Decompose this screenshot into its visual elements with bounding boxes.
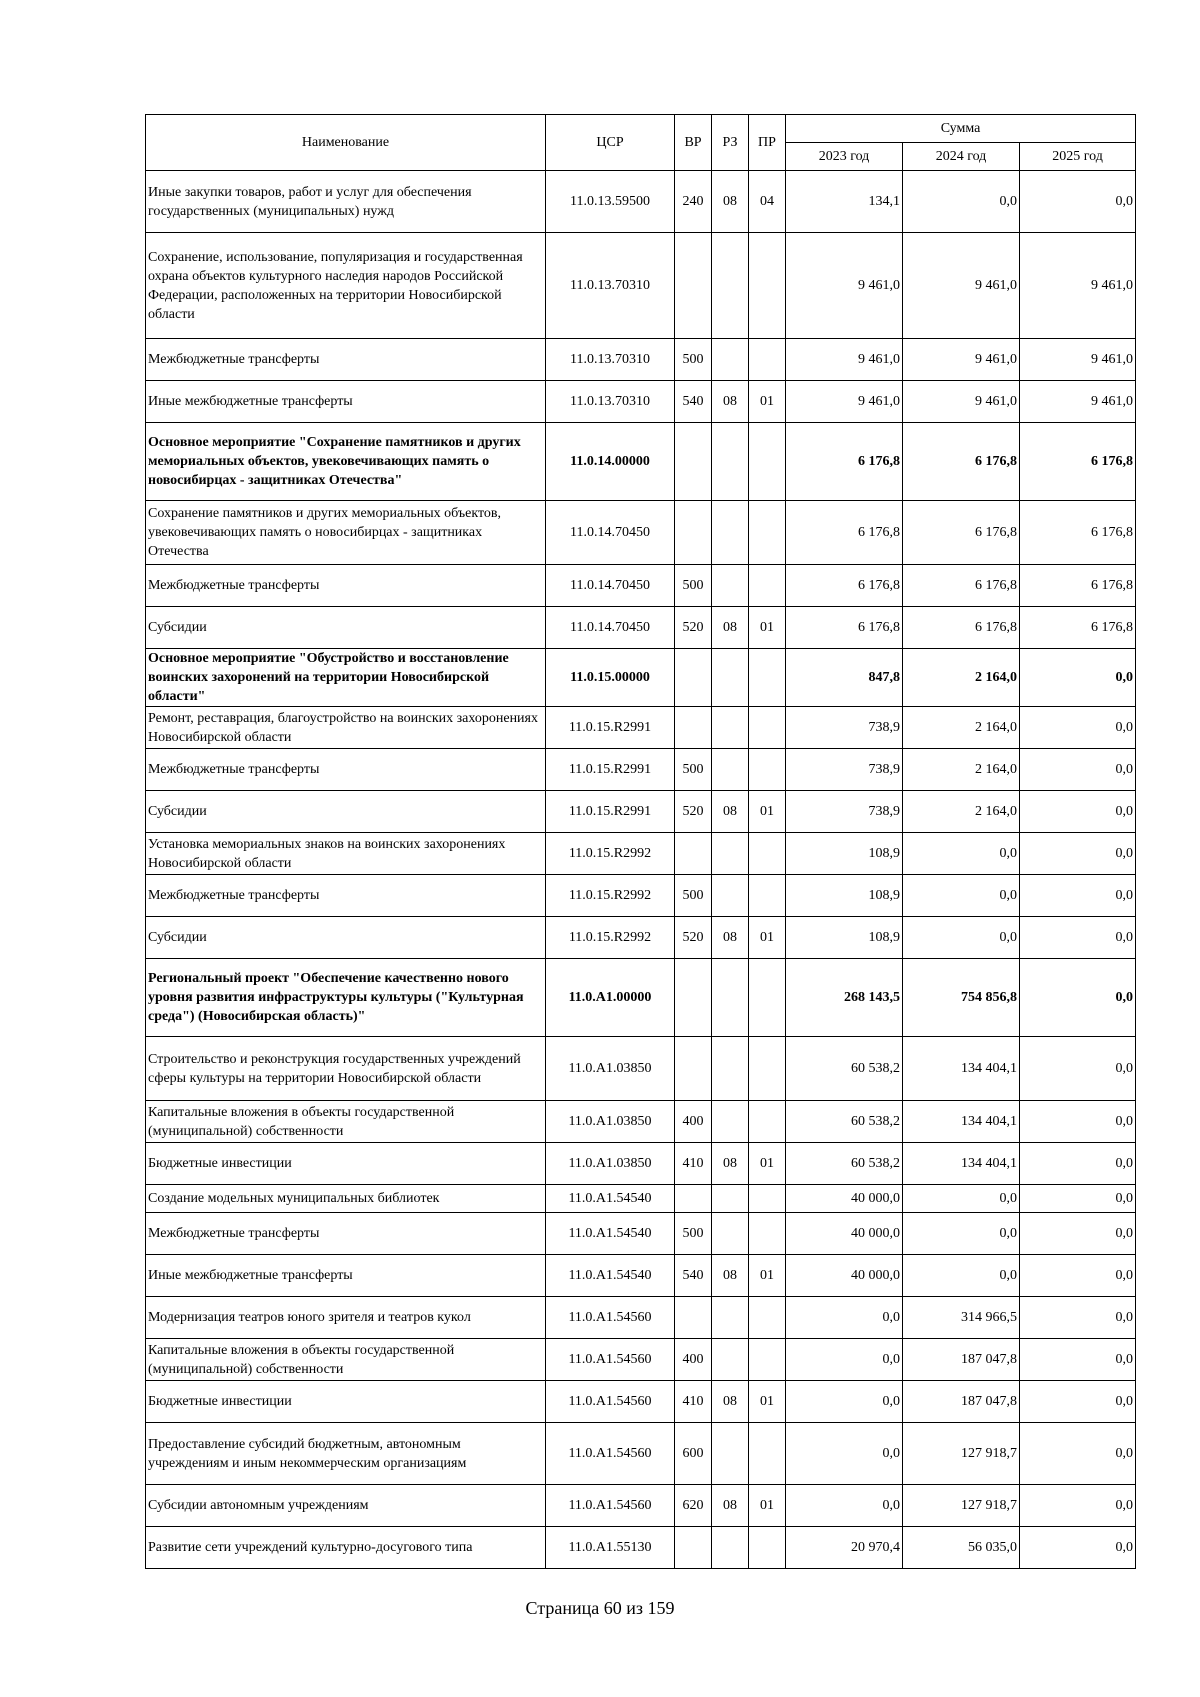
row-sum-2023: 9 461,0 xyxy=(786,339,903,381)
row-sum-2024: 6 176,8 xyxy=(903,501,1020,565)
row-sum-2024: 0,0 xyxy=(903,1255,1020,1297)
row-pr xyxy=(749,1423,786,1485)
row-vr xyxy=(675,1037,712,1101)
row-vr: 520 xyxy=(675,917,712,959)
row-rz xyxy=(712,707,749,749)
row-sum-2023: 60 538,2 xyxy=(786,1037,903,1101)
table-row xyxy=(146,875,1136,917)
row-rz xyxy=(712,1297,749,1339)
row-vr xyxy=(675,649,712,707)
row-csr: 11.0.14.70450 xyxy=(546,607,675,649)
row-sum-2025: 9 461,0 xyxy=(1020,381,1136,423)
row-name: Межбюджетные трансферты xyxy=(146,565,546,607)
row-pr xyxy=(749,649,786,707)
row-pr xyxy=(749,1297,786,1339)
row-sum-2024: 0,0 xyxy=(903,1185,1020,1213)
row-vr: 410 xyxy=(675,1143,712,1185)
row-sum-2024: 134 404,1 xyxy=(903,1037,1020,1101)
row-name: Бюджетные инвестиции xyxy=(146,1381,546,1423)
row-name: Иные межбюджетные трансферты xyxy=(146,381,546,423)
table-row xyxy=(146,339,1136,381)
row-sum-2023: 108,9 xyxy=(786,875,903,917)
row-sum-2023: 738,9 xyxy=(786,707,903,749)
row-sum-2023: 60 538,2 xyxy=(786,1101,903,1143)
row-vr: 540 xyxy=(675,381,712,423)
row-rz: 08 xyxy=(712,917,749,959)
row-pr xyxy=(749,1101,786,1143)
row-csr: 11.0.14.00000 xyxy=(546,423,675,501)
table-row xyxy=(146,381,1136,423)
row-pr: 01 xyxy=(749,1255,786,1297)
row-pr xyxy=(749,565,786,607)
row-rz xyxy=(712,1213,749,1255)
row-csr: 11.0.A1.03850 xyxy=(546,1143,675,1185)
row-pr xyxy=(749,233,786,339)
row-vr xyxy=(675,423,712,501)
row-csr: 11.0.A1.54560 xyxy=(546,1423,675,1485)
row-rz xyxy=(712,959,749,1037)
row-sum-2023: 6 176,8 xyxy=(786,423,903,501)
row-name: Ремонт, реставрация, благоустройство на воинских захоронениях Новосибирской области xyxy=(146,707,546,749)
row-sum-2024: 2 164,0 xyxy=(903,749,1020,791)
row-sum-2024: 6 176,8 xyxy=(903,423,1020,501)
row-sum-2024: 2 164,0 xyxy=(903,649,1020,707)
row-sum-2023: 40 000,0 xyxy=(786,1255,903,1297)
row-name: Основное мероприятие "Обустройство и восстановление воинских захоронений на территории Новосибирской области" xyxy=(146,649,546,707)
row-pr xyxy=(749,1037,786,1101)
row-sum-2023: 847,8 xyxy=(786,649,903,707)
row-vr: 400 xyxy=(675,1339,712,1381)
table-row xyxy=(146,1143,1136,1185)
row-sum-2024: 314 966,5 xyxy=(903,1297,1020,1339)
row-vr: 500 xyxy=(675,749,712,791)
row-sum-2023: 134,1 xyxy=(786,171,903,233)
row-rz: 08 xyxy=(712,171,749,233)
row-csr: 11.0.15.R2991 xyxy=(546,707,675,749)
row-sum-2025: 0,0 xyxy=(1020,1101,1136,1143)
row-sum-2023: 108,9 xyxy=(786,833,903,875)
row-vr: 540 xyxy=(675,1255,712,1297)
row-name: Основное мероприятие "Сохранение памятников и других мемориальных объектов, увековечивающих память о новосибирцах - защитниках Отечества" xyxy=(146,423,546,501)
row-sum-2023: 0,0 xyxy=(786,1339,903,1381)
row-sum-2023: 6 176,8 xyxy=(786,607,903,649)
row-sum-2023: 738,9 xyxy=(786,749,903,791)
row-sum-2024: 134 404,1 xyxy=(903,1143,1020,1185)
row-vr xyxy=(675,1527,712,1569)
row-rz xyxy=(712,233,749,339)
row-rz xyxy=(712,1527,749,1569)
row-sum-2025: 0,0 xyxy=(1020,171,1136,233)
row-vr: 500 xyxy=(675,339,712,381)
row-sum-2023: 0,0 xyxy=(786,1423,903,1485)
row-vr xyxy=(675,1185,712,1213)
row-csr: 11.0.15.R2991 xyxy=(546,791,675,833)
row-sum-2025: 9 461,0 xyxy=(1020,233,1136,339)
row-name: Капитальные вложения в объекты государственной (муниципальной) собственности xyxy=(146,1339,546,1381)
row-name: Субсидии автономным учреждениям xyxy=(146,1485,546,1527)
row-sum-2024: 0,0 xyxy=(903,917,1020,959)
row-rz xyxy=(712,1101,749,1143)
table-row xyxy=(146,423,1136,501)
row-sum-2024: 56 035,0 xyxy=(903,1527,1020,1569)
row-vr: 400 xyxy=(675,1101,712,1143)
table-row xyxy=(146,833,1136,875)
row-pr: 01 xyxy=(749,381,786,423)
row-pr: 01 xyxy=(749,1485,786,1527)
row-pr xyxy=(749,875,786,917)
row-rz xyxy=(712,649,749,707)
row-sum-2024: 2 164,0 xyxy=(903,707,1020,749)
row-csr: 11.0.13.70310 xyxy=(546,381,675,423)
row-pr xyxy=(749,501,786,565)
row-name: Развитие сети учреждений культурно-досугового типа xyxy=(146,1527,546,1569)
row-name: Межбюджетные трансферты xyxy=(146,339,546,381)
row-rz xyxy=(712,749,749,791)
header-csr: ЦСР xyxy=(546,115,675,171)
row-rz: 08 xyxy=(712,381,749,423)
row-vr: 500 xyxy=(675,1213,712,1255)
row-sum-2025: 0,0 xyxy=(1020,917,1136,959)
row-csr: 11.0.A1.54560 xyxy=(546,1339,675,1381)
row-vr: 600 xyxy=(675,1423,712,1485)
row-sum-2025: 0,0 xyxy=(1020,749,1136,791)
row-sum-2023: 0,0 xyxy=(786,1381,903,1423)
row-pr: 01 xyxy=(749,1143,786,1185)
row-pr xyxy=(749,423,786,501)
row-name: Региональный проект "Обеспечение качественно нового уровня развития инфраструктуры культуры ("Культурная среда") (Новосибирская область)" xyxy=(146,959,546,1037)
row-rz: 08 xyxy=(712,791,749,833)
row-sum-2025: 6 176,8 xyxy=(1020,607,1136,649)
row-sum-2023: 6 176,8 xyxy=(786,501,903,565)
row-sum-2023: 40 000,0 xyxy=(786,1213,903,1255)
row-sum-2025: 6 176,8 xyxy=(1020,423,1136,501)
row-name: Межбюджетные трансферты xyxy=(146,1213,546,1255)
row-rz xyxy=(712,833,749,875)
row-name: Иные закупки товаров, работ и услуг для обеспечения государственных (муниципальных) нужд xyxy=(146,171,546,233)
row-sum-2025: 0,0 xyxy=(1020,1423,1136,1485)
row-name: Межбюджетные трансферты xyxy=(146,749,546,791)
header-name: Наименование xyxy=(146,115,546,171)
table-row xyxy=(146,1381,1136,1423)
row-csr: 11.0.14.70450 xyxy=(546,565,675,607)
row-pr xyxy=(749,833,786,875)
row-sum-2025: 0,0 xyxy=(1020,959,1136,1037)
table-row xyxy=(146,565,1136,607)
row-sum-2025: 0,0 xyxy=(1020,1037,1136,1101)
header-2024: 2024 год xyxy=(903,143,1020,171)
row-pr: 04 xyxy=(749,171,786,233)
row-csr: 11.0.A1.54560 xyxy=(546,1381,675,1423)
row-csr: 11.0.15.00000 xyxy=(546,649,675,707)
row-vr xyxy=(675,1297,712,1339)
row-name: Сохранение памятников и других мемориальных объектов, увековечивающих память о новосибирцах - защитниках Отечества xyxy=(146,501,546,565)
row-sum-2024: 9 461,0 xyxy=(903,339,1020,381)
row-name: Сохранение, использование, популяризация и государственная охрана объектов культурного наследия народов Российской Федерации, расположенных на территории Новосибирской области xyxy=(146,233,546,339)
row-sum-2025: 0,0 xyxy=(1020,707,1136,749)
table-row xyxy=(146,1101,1136,1143)
row-csr: 11.0.A1.54560 xyxy=(546,1297,675,1339)
row-vr: 500 xyxy=(675,875,712,917)
table-row xyxy=(146,917,1136,959)
row-csr: 11.0.A1.03850 xyxy=(546,1101,675,1143)
row-sum-2025: 0,0 xyxy=(1020,1381,1136,1423)
row-rz: 08 xyxy=(712,1381,749,1423)
row-sum-2024: 2 164,0 xyxy=(903,791,1020,833)
row-csr: 11.0.15.R2991 xyxy=(546,749,675,791)
row-name: Строительство и реконструкция государственных учреждений сферы культуры на территории Новосибирской области xyxy=(146,1037,546,1101)
row-sum-2025: 0,0 xyxy=(1020,833,1136,875)
row-vr: 410 xyxy=(675,1381,712,1423)
row-rz xyxy=(712,565,749,607)
row-sum-2023: 6 176,8 xyxy=(786,565,903,607)
row-sum-2024: 6 176,8 xyxy=(903,607,1020,649)
table-row xyxy=(146,171,1136,233)
table-row xyxy=(146,707,1136,749)
row-name: Установка мемориальных знаков на воинских захоронениях Новосибирской области xyxy=(146,833,546,875)
table-row xyxy=(146,607,1136,649)
row-sum-2025: 0,0 xyxy=(1020,1339,1136,1381)
row-pr: 01 xyxy=(749,1381,786,1423)
row-sum-2024: 6 176,8 xyxy=(903,565,1020,607)
row-sum-2024: 187 047,8 xyxy=(903,1339,1020,1381)
row-sum-2024: 134 404,1 xyxy=(903,1101,1020,1143)
table-header xyxy=(146,115,1136,171)
row-vr xyxy=(675,501,712,565)
row-sum-2025: 9 461,0 xyxy=(1020,339,1136,381)
row-name: Бюджетные инвестиции xyxy=(146,1143,546,1185)
row-vr xyxy=(675,233,712,339)
row-vr xyxy=(675,833,712,875)
row-name: Субсидии xyxy=(146,917,546,959)
row-sum-2024: 9 461,0 xyxy=(903,233,1020,339)
row-csr: 11.0.15.R2992 xyxy=(546,833,675,875)
row-name: Субсидии xyxy=(146,607,546,649)
row-sum-2024: 754 856,8 xyxy=(903,959,1020,1037)
header-vr: ВР xyxy=(675,115,712,171)
row-pr: 01 xyxy=(749,607,786,649)
table-row xyxy=(146,233,1136,339)
table-row xyxy=(146,501,1136,565)
row-pr xyxy=(749,339,786,381)
row-sum-2023: 60 538,2 xyxy=(786,1143,903,1185)
row-rz xyxy=(712,339,749,381)
row-csr: 11.0.13.59500 xyxy=(546,171,675,233)
table-row xyxy=(146,749,1136,791)
row-csr: 11.0.A1.00000 xyxy=(546,959,675,1037)
row-rz: 08 xyxy=(712,1255,749,1297)
row-rz xyxy=(712,501,749,565)
table-row xyxy=(146,1037,1136,1101)
row-sum-2024: 9 461,0 xyxy=(903,381,1020,423)
table-row xyxy=(146,649,1136,707)
row-csr: 11.0.13.70310 xyxy=(546,339,675,381)
row-rz: 08 xyxy=(712,607,749,649)
table-body xyxy=(146,171,1136,1569)
row-sum-2025: 0,0 xyxy=(1020,1185,1136,1213)
row-rz xyxy=(712,1423,749,1485)
row-rz xyxy=(712,875,749,917)
row-sum-2023: 268 143,5 xyxy=(786,959,903,1037)
row-pr xyxy=(749,959,786,1037)
row-pr xyxy=(749,749,786,791)
table-row xyxy=(146,1185,1136,1213)
row-sum-2023: 0,0 xyxy=(786,1297,903,1339)
header-2025: 2025 год xyxy=(1020,143,1136,171)
row-sum-2024: 0,0 xyxy=(903,1213,1020,1255)
row-csr: 11.0.A1.54540 xyxy=(546,1213,675,1255)
row-name: Иные межбюджетные трансферты xyxy=(146,1255,546,1297)
budget-table xyxy=(145,114,1136,1569)
row-csr: 11.0.A1.54560 xyxy=(546,1485,675,1527)
row-csr: 11.0.14.70450 xyxy=(546,501,675,565)
row-rz xyxy=(712,423,749,501)
row-name: Модернизация театров юного зрителя и театров кукол xyxy=(146,1297,546,1339)
row-sum-2024: 127 918,7 xyxy=(903,1423,1020,1485)
row-sum-2025: 0,0 xyxy=(1020,1213,1136,1255)
row-vr: 240 xyxy=(675,171,712,233)
header-pr: ПР xyxy=(749,115,786,171)
row-sum-2023: 9 461,0 xyxy=(786,233,903,339)
row-vr xyxy=(675,959,712,1037)
row-vr: 620 xyxy=(675,1485,712,1527)
row-sum-2025: 0,0 xyxy=(1020,1485,1136,1527)
row-sum-2024: 0,0 xyxy=(903,833,1020,875)
row-csr: 11.0.A1.54540 xyxy=(546,1255,675,1297)
row-sum-2024: 0,0 xyxy=(903,875,1020,917)
row-pr: 01 xyxy=(749,917,786,959)
row-vr: 500 xyxy=(675,565,712,607)
header-sum: Сумма xyxy=(786,115,1136,143)
row-sum-2025: 0,0 xyxy=(1020,791,1136,833)
table-row xyxy=(146,1339,1136,1381)
row-sum-2025: 6 176,8 xyxy=(1020,501,1136,565)
table-row xyxy=(146,1213,1136,1255)
table-row xyxy=(146,1527,1136,1569)
row-sum-2025: 0,0 xyxy=(1020,1255,1136,1297)
row-name: Создание модельных муниципальных библиотек xyxy=(146,1185,546,1213)
row-sum-2023: 0,0 xyxy=(786,1485,903,1527)
row-sum-2025: 0,0 xyxy=(1020,1143,1136,1185)
page-footer: Страница 60 из 159 xyxy=(525,1598,675,1618)
row-sum-2025: 0,0 xyxy=(1020,1527,1136,1569)
table-row xyxy=(146,959,1136,1037)
row-csr: 11.0.15.R2992 xyxy=(546,875,675,917)
table-row xyxy=(146,791,1136,833)
row-pr xyxy=(749,707,786,749)
row-sum-2025: 0,0 xyxy=(1020,875,1136,917)
row-pr: 01 xyxy=(749,791,786,833)
row-rz xyxy=(712,1185,749,1213)
table-row xyxy=(146,1485,1136,1527)
row-csr: 11.0.A1.54540 xyxy=(546,1185,675,1213)
row-sum-2025: 0,0 xyxy=(1020,649,1136,707)
row-rz xyxy=(712,1037,749,1101)
row-name: Межбюджетные трансферты xyxy=(146,875,546,917)
row-pr xyxy=(749,1527,786,1569)
row-rz: 08 xyxy=(712,1143,749,1185)
row-sum-2024: 127 918,7 xyxy=(903,1485,1020,1527)
row-csr: 11.0.15.R2992 xyxy=(546,917,675,959)
row-csr: 11.0.A1.03850 xyxy=(546,1037,675,1101)
row-pr xyxy=(749,1339,786,1381)
row-vr: 520 xyxy=(675,607,712,649)
row-vr: 520 xyxy=(675,791,712,833)
row-sum-2023: 40 000,0 xyxy=(786,1185,903,1213)
row-sum-2025: 0,0 xyxy=(1020,1297,1136,1339)
table-row xyxy=(146,1423,1136,1485)
row-sum-2024: 187 047,8 xyxy=(903,1381,1020,1423)
row-pr xyxy=(749,1213,786,1255)
row-sum-2023: 108,9 xyxy=(786,917,903,959)
row-sum-2024: 0,0 xyxy=(903,171,1020,233)
row-csr: 11.0.13.70310 xyxy=(546,233,675,339)
row-rz xyxy=(712,1339,749,1381)
table-row xyxy=(146,1255,1136,1297)
row-rz: 08 xyxy=(712,1485,749,1527)
row-name: Предоставление субсидий бюджетным, автономным учреждениям и иным некоммерческим организациям xyxy=(146,1423,546,1485)
row-sum-2025: 6 176,8 xyxy=(1020,565,1136,607)
row-csr: 11.0.A1.55130 xyxy=(546,1527,675,1569)
row-sum-2023: 738,9 xyxy=(786,791,903,833)
header-2023: 2023 год xyxy=(786,143,903,171)
row-pr xyxy=(749,1185,786,1213)
header-rz: РЗ xyxy=(712,115,749,171)
row-name: Субсидии xyxy=(146,791,546,833)
table-row xyxy=(146,1297,1136,1339)
row-sum-2023: 9 461,0 xyxy=(786,381,903,423)
row-name: Капитальные вложения в объекты государственной (муниципальной) собственности xyxy=(146,1101,546,1143)
row-vr xyxy=(675,707,712,749)
row-sum-2023: 20 970,4 xyxy=(786,1527,903,1569)
